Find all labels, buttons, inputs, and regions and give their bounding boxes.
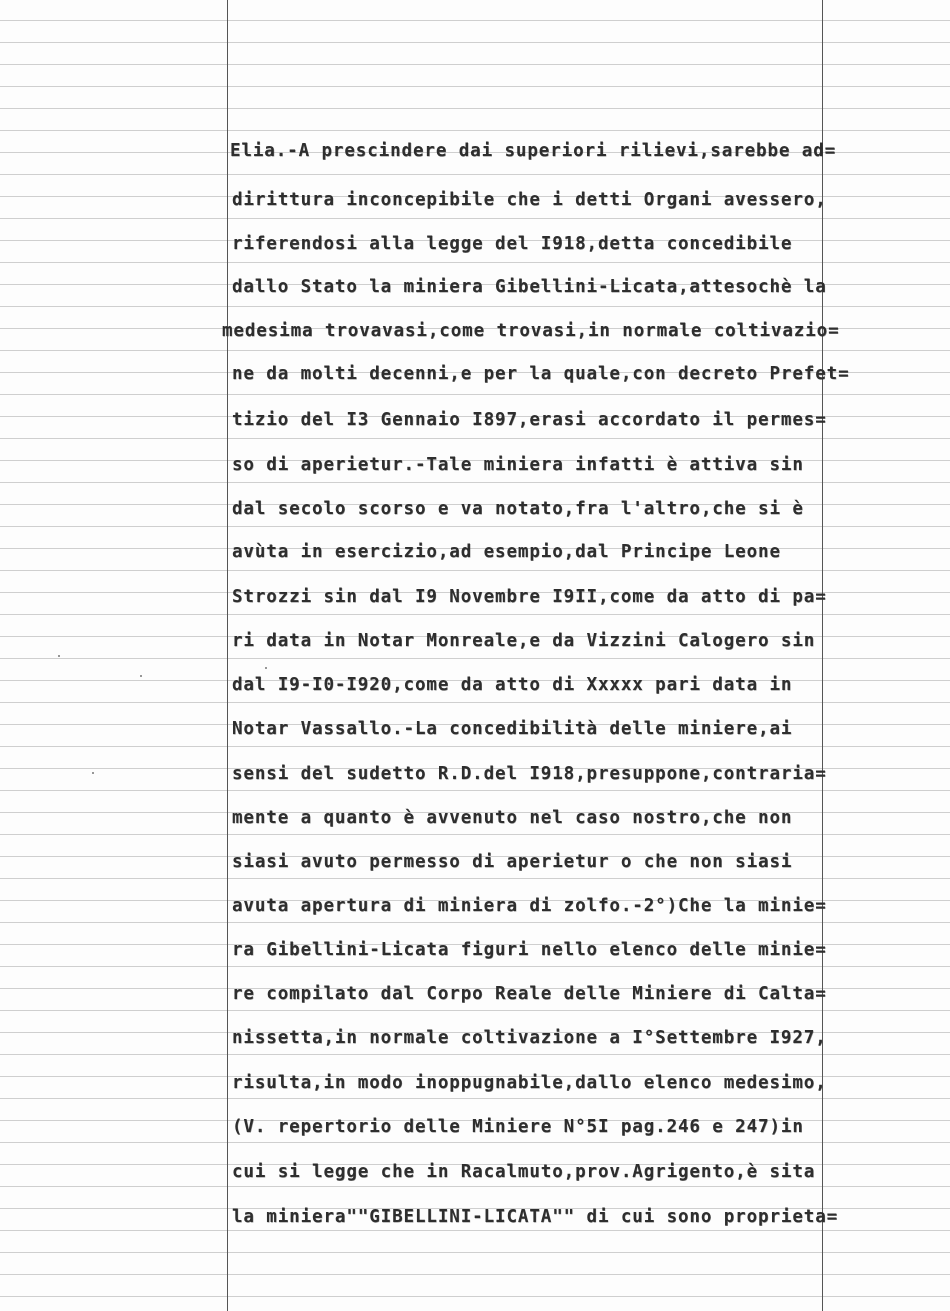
ruled-line bbox=[0, 130, 950, 131]
ruled-line bbox=[0, 306, 950, 307]
ruled-line bbox=[0, 42, 950, 43]
ruled-line bbox=[0, 922, 950, 923]
ruled-line bbox=[0, 20, 950, 21]
ruled-line bbox=[0, 658, 950, 659]
text-line-17: siasi avuto permesso di aperietur o che non siasi bbox=[232, 852, 793, 872]
text-line-21: nissetta,in normale coltivazione a I°Settembre I927, bbox=[232, 1028, 827, 1048]
text-line-16: mente a quanto è avvenuto nel caso nostro,che non bbox=[232, 808, 793, 828]
ruled-line bbox=[0, 1252, 950, 1253]
ruled-line bbox=[0, 966, 950, 967]
text-line-12: ri data in Notar Monreale,e da Vizzini Calogero sin bbox=[232, 631, 816, 651]
ruled-line bbox=[0, 1010, 950, 1011]
text-line-2: dirittura inconcepibile che i detti Organi avessero, bbox=[232, 190, 827, 210]
ruled-line bbox=[0, 1054, 950, 1055]
text-line-23: (V. repertorio delle Miniere N°5I pag.246 e 247)in bbox=[232, 1117, 804, 1137]
text-line-15: sensi del sudetto R.D.del I918,presuppone,contraria= bbox=[232, 764, 827, 784]
text-line-1: Elia.-A prescindere dai superiori rilievi,sarebbe ad= bbox=[230, 141, 837, 161]
text-line-11: Strozzi sin dal I9 Novembre I9II,come da atto di pa= bbox=[232, 587, 827, 607]
ruled-line bbox=[0, 1098, 950, 1099]
ruled-line bbox=[0, 218, 950, 219]
ruled-line bbox=[0, 614, 950, 615]
text-line-25: la miniera""GIBELLINI-LICATA"" di cui sono proprieta= bbox=[232, 1207, 839, 1227]
ruled-line bbox=[0, 834, 950, 835]
text-line-8: so di aperietur.-Tale miniera infatti è attiva sin bbox=[232, 455, 804, 475]
text-line-9: dal secolo scorso e va notato,fra l'altro,che si è bbox=[232, 499, 804, 519]
ruled-line bbox=[0, 570, 950, 571]
text-line-14: Notar Vassallo.-La concedibilità delle miniere,ai bbox=[232, 719, 793, 739]
ruled-line bbox=[0, 438, 950, 439]
text-line-22: risulta,in modo inoppugnabile,dallo elenco medesimo, bbox=[232, 1073, 827, 1093]
ruled-line bbox=[0, 1274, 950, 1275]
ruled-line bbox=[0, 526, 950, 527]
ruled-line bbox=[0, 64, 950, 65]
left-margin-line bbox=[227, 0, 228, 1311]
ruled-line bbox=[0, 174, 950, 175]
text-line-4: dallo Stato la miniera Gibellini-Licata,attesochè la bbox=[232, 277, 827, 297]
text-line-24: cui si legge che in Racalmuto,prov.Agrigento,è sita bbox=[232, 1162, 816, 1182]
text-line-10: avùta in esercizio,ad esempio,dal Principe Leone bbox=[232, 542, 781, 562]
ruled-line bbox=[0, 702, 950, 703]
paper-speck bbox=[265, 667, 267, 669]
ruled-line bbox=[0, 746, 950, 747]
paper-speck bbox=[58, 655, 60, 657]
text-line-5: medesima trovavasi,come trovasi,in normale coltivazio= bbox=[222, 321, 840, 341]
ruled-line bbox=[0, 482, 950, 483]
text-line-20: re compilato dal Corpo Reale delle Miniere di Calta= bbox=[232, 984, 827, 1004]
ruled-line bbox=[0, 394, 950, 395]
ruled-line bbox=[0, 1296, 950, 1297]
ruled-line bbox=[0, 878, 950, 879]
paper-speck bbox=[92, 772, 94, 774]
text-line-7: tizio del I3 Gennaio I897,erasi accordato il permes= bbox=[232, 410, 827, 430]
text-line-3: riferendosi alla legge del I918,detta concedibile bbox=[232, 234, 793, 254]
ruled-line bbox=[0, 86, 950, 87]
paper-speck bbox=[140, 675, 142, 677]
ruled-line bbox=[0, 790, 950, 791]
ruled-line bbox=[0, 108, 950, 109]
text-line-13: dal I9-I0-I920,come da atto di Xxxxx pari data in bbox=[232, 675, 793, 695]
ruled-line bbox=[0, 262, 950, 263]
text-line-18: avuta apertura di miniera di zolfo.-2°)Che la minie= bbox=[232, 896, 827, 916]
ruled-line bbox=[0, 1230, 950, 1231]
text-line-19: ra Gibellini-Licata figuri nello elenco delle minie= bbox=[232, 940, 827, 960]
ruled-line bbox=[0, 1186, 950, 1187]
ruled-line bbox=[0, 350, 950, 351]
text-line-6: ne da molti decenni,e per la quale,con decreto Prefet= bbox=[232, 364, 850, 384]
ruled-line bbox=[0, 1142, 950, 1143]
